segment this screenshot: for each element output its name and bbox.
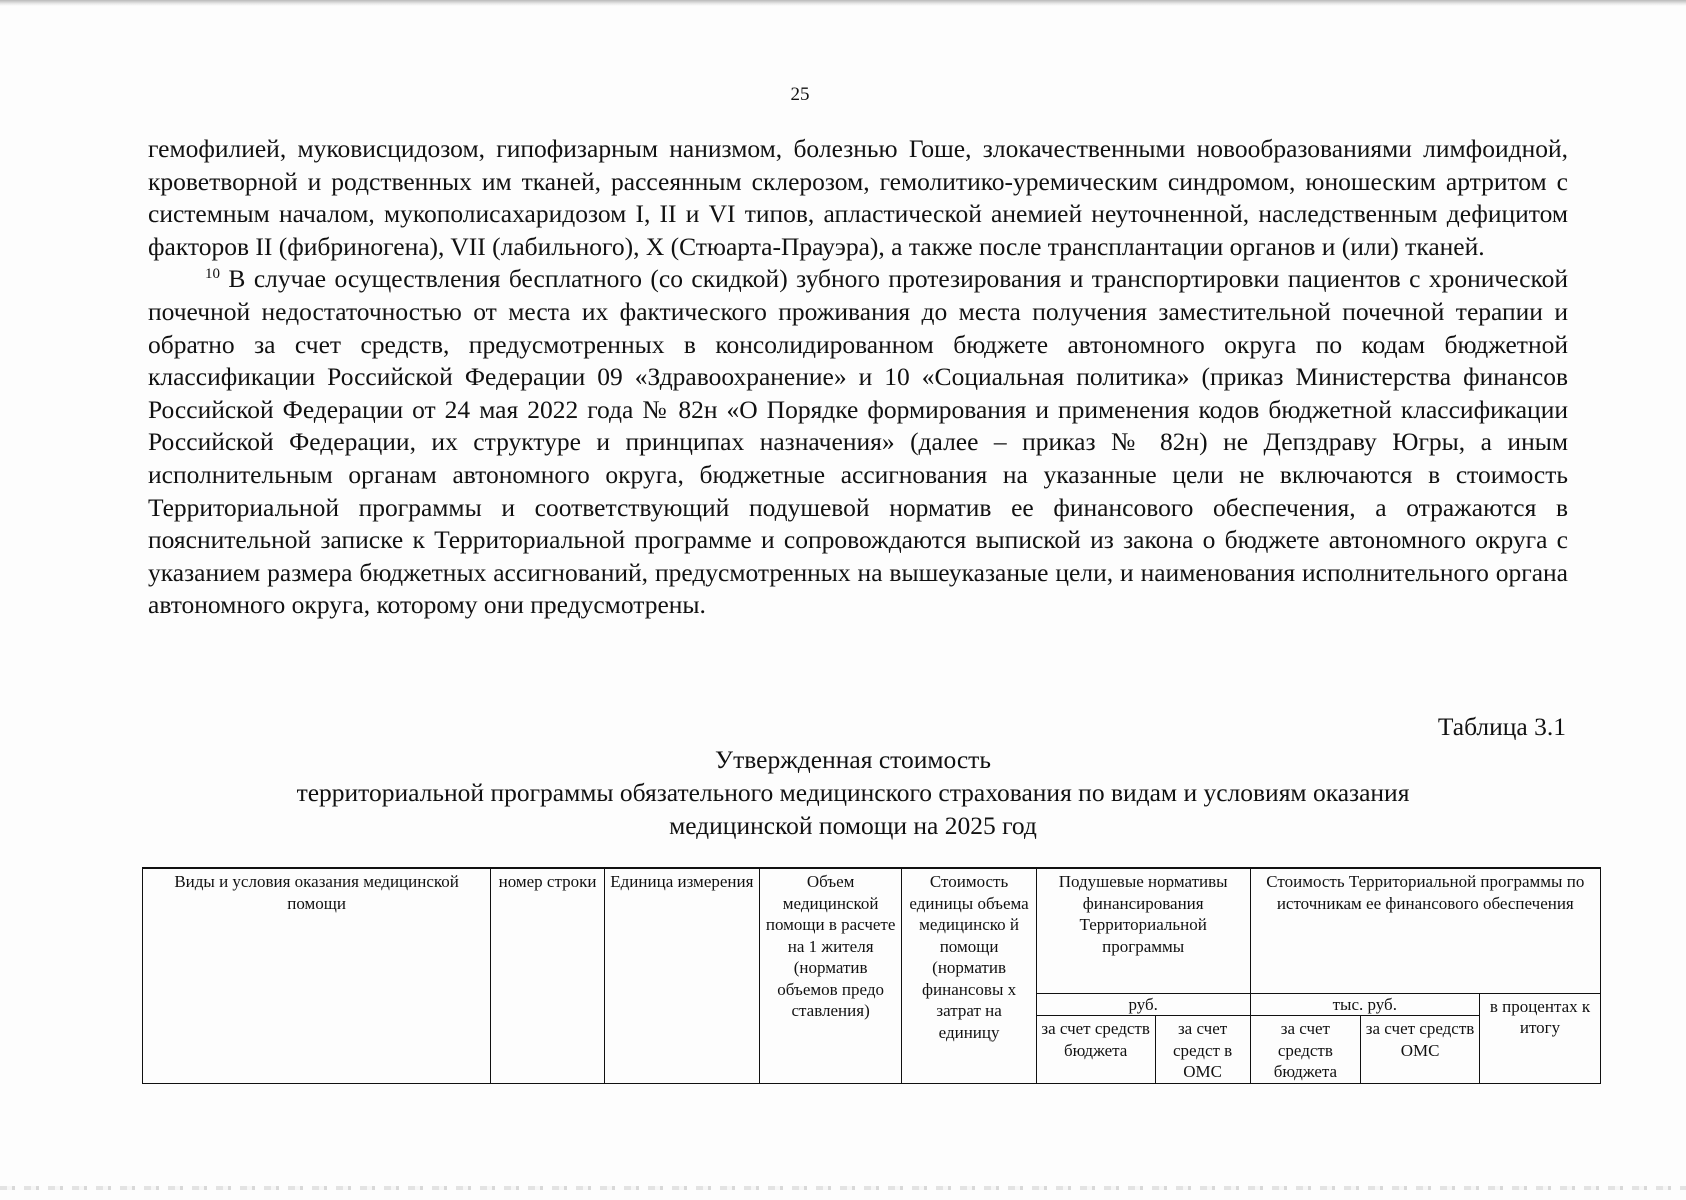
table-header-row-1: [143, 868, 1601, 993]
body-text: [148, 133, 1568, 622]
paragraph-continuation: гемофилией, муковисцидозом, гипофизарным нанизмом, болезнью Гоше, злокачественными новообразованиями лимфоидной, кроветворной и родственных им тканей, рассеянным склерозом, гемолитико-уремическим синдромом, юношеским артритом с системным началом, мукополисахаридозом I, II и VI типов, апластической анемией неуточненной, наследственным дефицитом факторов II (фибриногена), VII (лабильного), X (Стюарта-Прауэра), а также после трансплантации органов и (или) тканей.: [148, 134, 1568, 261]
scan-edge-top: [0, 0, 1686, 6]
header-per-capita-budget: за счет средств бюджета: [1036, 1016, 1155, 1084]
page-number: 25: [790, 84, 810, 105]
footnote-10: [148, 263, 1568, 622]
header-cost-budget: за счет средств бюджета: [1250, 1016, 1361, 1084]
table-title-line-1: Утвержденная стоимость: [715, 745, 991, 774]
scan-edge-bottom: [0, 1186, 1686, 1190]
table-title-line-3: медицинской помощи на 2025 год: [669, 811, 1037, 840]
header-percent-of-total: в процентах к итогу: [1479, 993, 1600, 1084]
header-volume-per-resident: Объем медицинской помощи в расчете на 1 жителя (норматив объемов предо ставления): [759, 868, 902, 1084]
header-unit: Единица измерения: [604, 868, 759, 1084]
header-program-cost: Стоимость Территориальной программы по источникам ее финансового обеспечения: [1250, 868, 1600, 993]
header-unit-rub: руб.: [1036, 993, 1250, 1016]
table-title: [220, 743, 1486, 842]
header-row-number: номер строки: [491, 868, 605, 1084]
header-cost-oms: за счет средств ОМС: [1361, 1016, 1480, 1084]
header-per-capita-norms: Подушевые нормативы финансирования Территориальной программы: [1036, 868, 1250, 993]
footnote-text: В случае осуществления бесплатного (со скидкой) зубного протезирования и транспортировки пациентов с хронической почечной недостаточностью от места их фактического проживания до места получения заместительной почечной терапии и обратно за счет средств, предусмотренных в консолидированном бюджете автономного округа по кодам бюджетной классификации Российской Федерации 09 «Здравоохранение» и 10 «Социальная политика» (приказ Министерства финансов Российской Федерации от 24 мая 2022 года № 82н «О Порядке формирования и применения кодов бюджетной классификации Российской Федерации, их структуре и принципах назначения» (далее – приказ № 82н) не Депздраву Югры, а иным исполнительным органам автономного округа, бюджетные ассигнования на указанные цели не включаются в стоимость Территориальной программы и соответствующий подушевой норматив ее финансового обеспечения, а отражаются в пояснительной записке к Территориальной программе и сопровождаются выпиской из закона о бюджете автономного округа с указанием размера бюджетных ассигнований, предусмотренных на вышеуказаные цели, и наименования исполнительного органа автономного округа, которому они предусмотрены.: [148, 264, 1568, 620]
header-unit-cost: Стоимость единицы объема медицинско й помощи (норматив финансовы х затрат на единицу: [902, 868, 1036, 1084]
header-unit-thousand-rub: тыс. руб.: [1250, 993, 1479, 1016]
header-types-of-care: Виды и условия оказания медицинской помощи: [143, 868, 491, 1084]
table-title-line-2: территориальной программы обязательного медицинского страхования по видам и условиям оказания: [296, 778, 1410, 807]
footnote-marker: 10: [205, 266, 220, 283]
table-number: Таблица 3.1: [1437, 712, 1566, 741]
cost-table: [142, 867, 1601, 1084]
header-per-capita-oms: за счет средст в ОМС: [1155, 1016, 1250, 1084]
